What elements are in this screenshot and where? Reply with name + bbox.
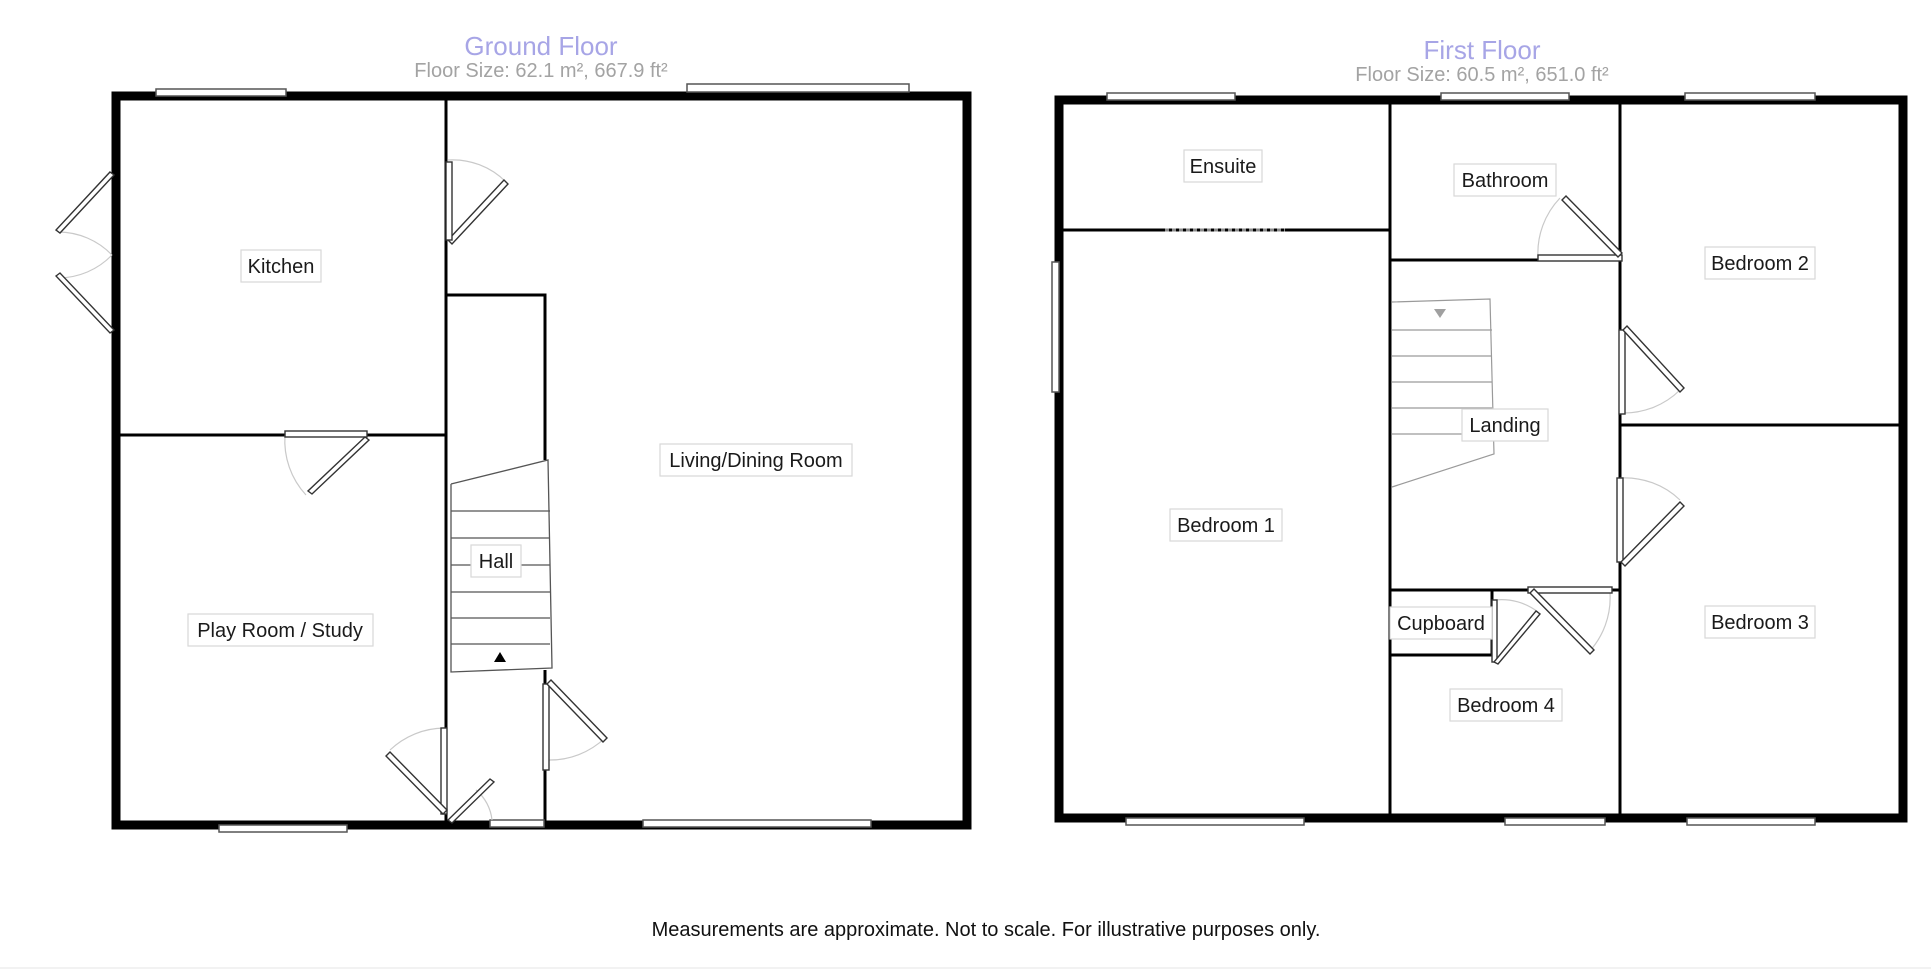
room-label-kitchen: Kitchen bbox=[247, 256, 315, 278]
ground-floor-size: Floor Size: 62.1 m², 667.9 ft² bbox=[414, 60, 668, 82]
room-label-living-dining: Living/Dining Room bbox=[669, 450, 843, 472]
room-label-bedroom-1: Bedroom 1 bbox=[1177, 515, 1275, 537]
room-label-bedroom-4: Bedroom 4 bbox=[1457, 695, 1555, 717]
first-windows bbox=[1052, 93, 1815, 825]
room-label-landing: Landing bbox=[1469, 415, 1541, 437]
room-label-hall: Hall bbox=[478, 551, 514, 573]
stair-down-arrow-icon bbox=[1434, 309, 1446, 318]
room-label-cupboard: Cupboard bbox=[1397, 613, 1485, 635]
ground-floor-title: Ground Floor bbox=[464, 31, 618, 61]
first-room-labels bbox=[1170, 150, 1815, 721]
room-label-play-room: Play Room / Study bbox=[197, 620, 363, 642]
first-floor-title: First Floor bbox=[1423, 35, 1541, 65]
room-label-ensuite: Ensuite bbox=[1189, 156, 1257, 178]
first-floor-size: Floor Size: 60.5 m², 651.0 ft² bbox=[1355, 64, 1609, 86]
ground-room-labels bbox=[188, 250, 852, 646]
ground-doors bbox=[56, 160, 607, 823]
room-label-bedroom-2: Bedroom 2 bbox=[1711, 253, 1809, 275]
stair-up-arrow-icon bbox=[494, 652, 506, 662]
room-label-bathroom: Bathroom bbox=[1461, 170, 1549, 192]
room-label-bedroom-3: Bedroom 3 bbox=[1711, 612, 1809, 634]
disclaimer-text: Measurements are approximate. Not to scale. For illustrative purposes only. bbox=[651, 919, 1321, 941]
ground-floor bbox=[56, 31, 967, 832]
first-staircase bbox=[1392, 299, 1494, 487]
first-floor bbox=[1052, 35, 1903, 825]
